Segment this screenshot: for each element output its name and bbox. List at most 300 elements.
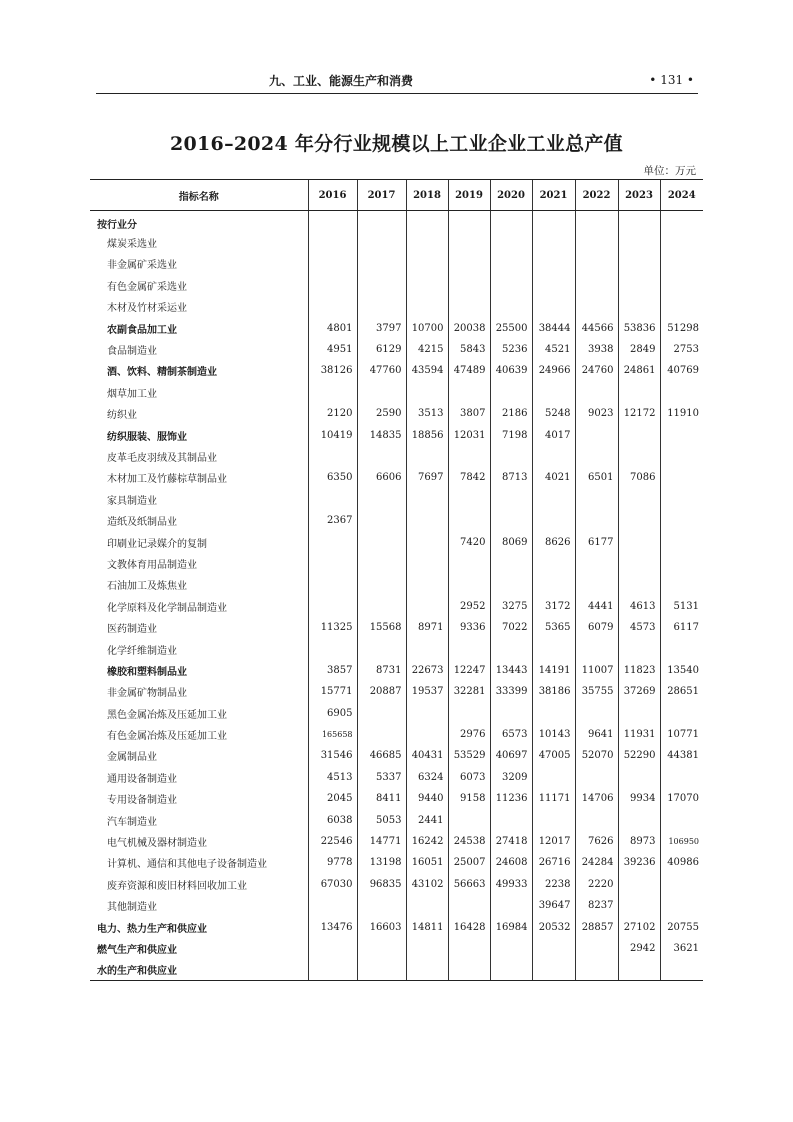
table-row bbox=[90, 403, 703, 424]
table-cell bbox=[532, 574, 575, 595]
table-cell bbox=[660, 467, 703, 488]
table-cell bbox=[308, 638, 357, 659]
table-cell bbox=[618, 767, 660, 788]
table-cell bbox=[618, 296, 660, 317]
table-row bbox=[90, 253, 703, 274]
table-cell bbox=[357, 211, 406, 232]
table-cell bbox=[490, 553, 532, 574]
table-cell: 3857 bbox=[308, 660, 357, 681]
row-label: 煤炭采选业 bbox=[107, 239, 157, 251]
table-cell: 35755 bbox=[575, 681, 618, 702]
table-cell: 4801 bbox=[308, 317, 357, 338]
table-cell bbox=[618, 574, 660, 595]
table-cell bbox=[490, 638, 532, 659]
table-cell bbox=[357, 553, 406, 574]
row-label: 皮革毛皮羽绒及其制品业 bbox=[107, 452, 217, 464]
table-cell: 6117 bbox=[660, 617, 703, 638]
table-cell bbox=[490, 211, 532, 232]
table-cell bbox=[308, 446, 357, 467]
table-cell: 2045 bbox=[308, 788, 357, 809]
table-cell: 26716 bbox=[532, 852, 575, 873]
table-cell bbox=[448, 489, 490, 510]
table-cell: 3938 bbox=[575, 339, 618, 360]
table-cell: 43594 bbox=[406, 360, 448, 381]
table-cell: 7420 bbox=[448, 531, 490, 552]
table-cell: 11910 bbox=[660, 403, 703, 424]
table-row bbox=[90, 467, 703, 488]
table-cell bbox=[406, 895, 448, 916]
row-label: 木材及竹材采运业 bbox=[107, 303, 187, 315]
table-cell bbox=[406, 489, 448, 510]
table-cell: 24966 bbox=[532, 360, 575, 381]
table-cell: 39236 bbox=[618, 852, 660, 873]
table-cell: 27102 bbox=[618, 916, 660, 937]
column-header-year: 2022 bbox=[575, 180, 618, 211]
unit-note: 单位：万元 bbox=[643, 165, 696, 177]
table-cell bbox=[532, 638, 575, 659]
row-label: 纺织服装、服饰业 bbox=[107, 431, 187, 443]
table-cell: 9778 bbox=[308, 852, 357, 873]
table-cell: 106950 bbox=[660, 831, 703, 852]
row-label: 农副食品加工业 bbox=[107, 324, 177, 336]
table-cell bbox=[406, 553, 448, 574]
table-cell bbox=[532, 446, 575, 467]
table-cell bbox=[618, 424, 660, 445]
table-cell bbox=[575, 702, 618, 723]
table-cell bbox=[357, 489, 406, 510]
table-cell: 9158 bbox=[448, 788, 490, 809]
table-cell: 8237 bbox=[575, 895, 618, 916]
table-cell bbox=[660, 296, 703, 317]
table-cell: 24760 bbox=[575, 360, 618, 381]
table-cell bbox=[660, 446, 703, 467]
column-header-year: 2017 bbox=[357, 180, 406, 211]
table-row bbox=[90, 617, 703, 638]
table-cell bbox=[660, 809, 703, 830]
table-cell bbox=[490, 489, 532, 510]
table-cell bbox=[532, 553, 575, 574]
table-cell bbox=[660, 702, 703, 723]
table-cell bbox=[308, 938, 357, 959]
table-cell: 8411 bbox=[357, 788, 406, 809]
table-cell bbox=[357, 724, 406, 745]
table-cell bbox=[448, 638, 490, 659]
table-cell bbox=[575, 489, 618, 510]
table-cell: 11236 bbox=[490, 788, 532, 809]
table-cell bbox=[357, 938, 406, 959]
row-label: 燃气生产和供应业 bbox=[97, 944, 177, 956]
table-cell: 53836 bbox=[618, 317, 660, 338]
table-row bbox=[90, 382, 703, 403]
table-cell bbox=[575, 574, 618, 595]
table-cell bbox=[660, 767, 703, 788]
column-header-year: 2016 bbox=[308, 180, 357, 211]
table-cell bbox=[575, 959, 618, 980]
table-cell: 5131 bbox=[660, 596, 703, 617]
table-cell bbox=[406, 702, 448, 723]
table-cell bbox=[660, 382, 703, 403]
table-cell: 10143 bbox=[532, 724, 575, 745]
table-cell: 11171 bbox=[532, 788, 575, 809]
table-cell: 7198 bbox=[490, 424, 532, 445]
table-row bbox=[90, 831, 703, 852]
table-cell: 53529 bbox=[448, 745, 490, 766]
table-cell bbox=[357, 275, 406, 296]
table-cell bbox=[490, 959, 532, 980]
page-title: 2016–2024 年分行业规模以上工业企业工业总产值 bbox=[170, 133, 623, 155]
table-cell bbox=[618, 874, 660, 895]
table-cell: 165658 bbox=[308, 724, 357, 745]
table-cell bbox=[308, 553, 357, 574]
table-cell bbox=[357, 596, 406, 617]
table-cell bbox=[490, 938, 532, 959]
table-cell: 19537 bbox=[406, 681, 448, 702]
table-header-row bbox=[90, 180, 703, 211]
table-cell bbox=[575, 553, 618, 574]
table-cell: 25500 bbox=[490, 317, 532, 338]
table-cell: 27418 bbox=[490, 831, 532, 852]
table-cell: 28651 bbox=[660, 681, 703, 702]
table-cell bbox=[357, 232, 406, 253]
column-header-name: 指标名称 bbox=[90, 180, 308, 211]
table-row bbox=[90, 852, 703, 873]
table-cell bbox=[308, 574, 357, 595]
table-cell bbox=[660, 553, 703, 574]
table-cell bbox=[575, 275, 618, 296]
table-row bbox=[90, 638, 703, 659]
table-cell: 16051 bbox=[406, 852, 448, 873]
table-cell bbox=[618, 275, 660, 296]
table-row bbox=[90, 724, 703, 745]
row-label: 化学原料及化学制品制造业 bbox=[107, 602, 227, 614]
table-cell bbox=[448, 275, 490, 296]
table-cell: 8971 bbox=[406, 617, 448, 638]
table-cell: 14706 bbox=[575, 788, 618, 809]
table-cell: 15568 bbox=[357, 617, 406, 638]
table-cell bbox=[532, 232, 575, 253]
table-cell bbox=[448, 959, 490, 980]
table-cell: 44566 bbox=[575, 317, 618, 338]
table-cell bbox=[660, 232, 703, 253]
table-cell: 12172 bbox=[618, 403, 660, 424]
table-row bbox=[90, 895, 703, 916]
table-cell bbox=[406, 938, 448, 959]
table-cell bbox=[532, 809, 575, 830]
table-cell: 8713 bbox=[490, 467, 532, 488]
table-row bbox=[90, 317, 703, 338]
table-cell: 2753 bbox=[660, 339, 703, 360]
table-cell bbox=[406, 596, 448, 617]
row-label: 石油加工及炼焦业 bbox=[107, 581, 187, 593]
row-label: 橡胶和塑料制品业 bbox=[107, 666, 187, 678]
row-label: 金属制品业 bbox=[107, 752, 157, 764]
table-cell: 4021 bbox=[532, 467, 575, 488]
table-row bbox=[90, 510, 703, 531]
table-cell: 2849 bbox=[618, 339, 660, 360]
table-row bbox=[90, 681, 703, 702]
table-cell bbox=[357, 446, 406, 467]
row-label: 纺织业 bbox=[107, 410, 137, 422]
table-row bbox=[90, 596, 703, 617]
table-cell bbox=[618, 809, 660, 830]
table-row bbox=[90, 660, 703, 681]
table-cell: 40986 bbox=[660, 852, 703, 873]
table-row bbox=[90, 424, 703, 445]
table-cell bbox=[618, 489, 660, 510]
data-table bbox=[90, 179, 703, 981]
table-row bbox=[90, 959, 703, 980]
table-cell: 37269 bbox=[618, 681, 660, 702]
table-cell bbox=[490, 574, 532, 595]
table-cell: 28857 bbox=[575, 916, 618, 937]
table-cell bbox=[660, 510, 703, 531]
table-cell bbox=[618, 531, 660, 552]
table-row bbox=[90, 275, 703, 296]
table-row bbox=[90, 938, 703, 959]
table-cell bbox=[448, 253, 490, 274]
row-label: 计算机、通信和其他电子设备制造业 bbox=[107, 859, 267, 871]
table-cell bbox=[660, 489, 703, 510]
table-cell bbox=[490, 296, 532, 317]
table-cell bbox=[406, 446, 448, 467]
table-cell bbox=[575, 510, 618, 531]
table-cell bbox=[532, 382, 575, 403]
table-cell bbox=[448, 574, 490, 595]
table-cell bbox=[618, 253, 660, 274]
table-cell bbox=[308, 895, 357, 916]
table-cell bbox=[660, 531, 703, 552]
table-cell bbox=[660, 574, 703, 595]
table-cell: 24538 bbox=[448, 831, 490, 852]
table-cell bbox=[448, 382, 490, 403]
table-cell bbox=[406, 638, 448, 659]
table-cell: 52290 bbox=[618, 745, 660, 766]
row-label: 电力、热力生产和供应业 bbox=[97, 923, 207, 935]
table-cell: 33399 bbox=[490, 681, 532, 702]
table-cell: 2952 bbox=[448, 596, 490, 617]
table-cell: 38186 bbox=[532, 681, 575, 702]
table-row bbox=[90, 211, 703, 232]
table-cell: 6177 bbox=[575, 531, 618, 552]
table-cell: 40431 bbox=[406, 745, 448, 766]
row-label: 黑色金属冶炼及压延加工业 bbox=[107, 709, 227, 721]
table-cell: 4215 bbox=[406, 339, 448, 360]
table-cell: 4951 bbox=[308, 339, 357, 360]
table-cell: 44381 bbox=[660, 745, 703, 766]
table-cell: 6606 bbox=[357, 467, 406, 488]
table-cell: 38444 bbox=[532, 317, 575, 338]
table-cell bbox=[490, 895, 532, 916]
table-row bbox=[90, 232, 703, 253]
table-cell: 16428 bbox=[448, 916, 490, 937]
row-label: 其他制造业 bbox=[107, 902, 157, 914]
table-cell: 13443 bbox=[490, 660, 532, 681]
table-cell bbox=[357, 702, 406, 723]
table-cell: 17070 bbox=[660, 788, 703, 809]
table-cell bbox=[575, 253, 618, 274]
table-cell bbox=[406, 531, 448, 552]
table-cell bbox=[532, 959, 575, 980]
table-cell: 9336 bbox=[448, 617, 490, 638]
table-cell: 9934 bbox=[618, 788, 660, 809]
table-cell bbox=[448, 809, 490, 830]
table-cell: 22673 bbox=[406, 660, 448, 681]
table-cell bbox=[448, 702, 490, 723]
table-cell bbox=[532, 253, 575, 274]
row-label: 家具制造业 bbox=[107, 495, 157, 507]
table-cell bbox=[575, 938, 618, 959]
row-label: 医药制造业 bbox=[107, 624, 157, 636]
table-cell bbox=[448, 296, 490, 317]
row-label: 有色金属冶炼及压延加工业 bbox=[107, 731, 227, 743]
table-cell bbox=[532, 489, 575, 510]
table-cell bbox=[618, 959, 660, 980]
row-label: 电气机械及器材制造业 bbox=[107, 838, 207, 850]
table-cell bbox=[575, 809, 618, 830]
table-cell: 24608 bbox=[490, 852, 532, 873]
table-cell bbox=[357, 574, 406, 595]
table-cell bbox=[660, 275, 703, 296]
table-row bbox=[90, 296, 703, 317]
table-cell bbox=[660, 253, 703, 274]
table-cell: 16603 bbox=[357, 916, 406, 937]
table-cell bbox=[490, 446, 532, 467]
table-cell: 56663 bbox=[448, 874, 490, 895]
table-cell bbox=[406, 253, 448, 274]
table-cell: 7626 bbox=[575, 831, 618, 852]
row-label: 专用设备制造业 bbox=[107, 795, 177, 807]
table-cell: 6501 bbox=[575, 467, 618, 488]
table-cell bbox=[575, 767, 618, 788]
table-cell: 6905 bbox=[308, 702, 357, 723]
table-cell: 3209 bbox=[490, 767, 532, 788]
table-cell: 22546 bbox=[308, 831, 357, 852]
table-cell bbox=[357, 638, 406, 659]
table-cell: 13476 bbox=[308, 916, 357, 937]
table-cell: 46685 bbox=[357, 745, 406, 766]
header-rule bbox=[96, 93, 698, 94]
table-cell bbox=[406, 510, 448, 531]
table-cell bbox=[532, 938, 575, 959]
table-cell bbox=[308, 382, 357, 403]
table-cell: 32281 bbox=[448, 681, 490, 702]
table-cell bbox=[575, 638, 618, 659]
table-cell bbox=[308, 596, 357, 617]
table-cell bbox=[308, 253, 357, 274]
table-cell bbox=[448, 446, 490, 467]
table-cell: 38126 bbox=[308, 360, 357, 381]
table-cell bbox=[660, 959, 703, 980]
table-cell: 3172 bbox=[532, 596, 575, 617]
table-cell bbox=[618, 895, 660, 916]
table-cell bbox=[618, 702, 660, 723]
table-cell: 2238 bbox=[532, 874, 575, 895]
table-cell: 2976 bbox=[448, 724, 490, 745]
table-cell: 6079 bbox=[575, 617, 618, 638]
table-cell bbox=[575, 232, 618, 253]
row-label: 酒、饮料、精制茶制造业 bbox=[107, 367, 217, 379]
table-cell: 7697 bbox=[406, 467, 448, 488]
table-cell bbox=[357, 531, 406, 552]
table-cell: 10700 bbox=[406, 317, 448, 338]
table-cell bbox=[490, 702, 532, 723]
table-cell bbox=[660, 424, 703, 445]
table-cell: 5248 bbox=[532, 403, 575, 424]
row-label: 水的生产和供应业 bbox=[90, 959, 308, 980]
table-cell bbox=[575, 296, 618, 317]
running-header bbox=[96, 70, 698, 92]
row-label: 化学纤维制造业 bbox=[107, 645, 177, 657]
table-cell bbox=[660, 211, 703, 232]
row-label: 非金属矿物制品业 bbox=[107, 688, 187, 700]
table-cell bbox=[448, 510, 490, 531]
table-cell: 2441 bbox=[406, 809, 448, 830]
row-label: 文教体育用品制造业 bbox=[107, 559, 197, 571]
table-cell bbox=[532, 211, 575, 232]
table-cell: 4513 bbox=[308, 767, 357, 788]
table-cell bbox=[308, 489, 357, 510]
table-cell bbox=[308, 275, 357, 296]
table-cell: 49933 bbox=[490, 874, 532, 895]
table-cell: 4017 bbox=[532, 424, 575, 445]
table-cell: 8731 bbox=[357, 660, 406, 681]
table-cell: 18856 bbox=[406, 424, 448, 445]
table-cell bbox=[406, 574, 448, 595]
table-cell: 96835 bbox=[357, 874, 406, 895]
table-cell: 10419 bbox=[308, 424, 357, 445]
table-cell bbox=[357, 253, 406, 274]
table-cell bbox=[618, 446, 660, 467]
table-cell bbox=[406, 296, 448, 317]
table-cell bbox=[406, 724, 448, 745]
table-cell: 4573 bbox=[618, 617, 660, 638]
table-cell bbox=[308, 531, 357, 552]
table-cell: 6129 bbox=[357, 339, 406, 360]
table-cell: 9023 bbox=[575, 403, 618, 424]
table-cell: 5365 bbox=[532, 617, 575, 638]
table-cell: 14811 bbox=[406, 916, 448, 937]
table-cell bbox=[357, 382, 406, 403]
table-cell: 47489 bbox=[448, 360, 490, 381]
table-cell: 2942 bbox=[618, 938, 660, 959]
table-cell: 14191 bbox=[532, 660, 575, 681]
row-label: 有色金属矿采选业 bbox=[107, 281, 187, 293]
table-cell bbox=[532, 296, 575, 317]
table-cell: 5843 bbox=[448, 339, 490, 360]
table-cell bbox=[448, 232, 490, 253]
table-cell bbox=[357, 959, 406, 980]
page-number: • 131 • bbox=[649, 73, 694, 87]
table-cell: 6324 bbox=[406, 767, 448, 788]
table-cell: 4441 bbox=[575, 596, 618, 617]
table-cell bbox=[490, 510, 532, 531]
table-row bbox=[90, 339, 703, 360]
table-cell bbox=[532, 510, 575, 531]
table-cell bbox=[490, 232, 532, 253]
table-cell bbox=[575, 424, 618, 445]
table-row bbox=[90, 360, 703, 381]
table-row bbox=[90, 809, 703, 830]
table-cell: 6073 bbox=[448, 767, 490, 788]
table-cell: 6350 bbox=[308, 467, 357, 488]
table-cell bbox=[618, 382, 660, 403]
section-title: 九、工业、能源生产和消费 bbox=[268, 74, 413, 88]
row-label: 木材加工及竹藤棕草制品业 bbox=[107, 474, 227, 486]
table-cell: 4613 bbox=[618, 596, 660, 617]
table-cell bbox=[618, 510, 660, 531]
table-cell bbox=[308, 296, 357, 317]
table-cell: 14835 bbox=[357, 424, 406, 445]
